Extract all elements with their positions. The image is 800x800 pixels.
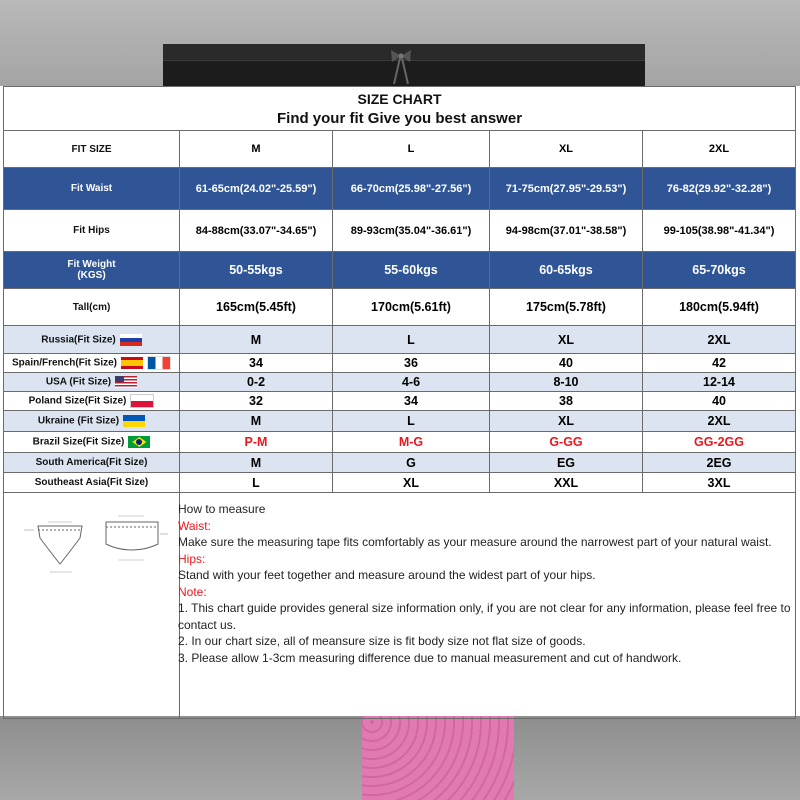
how-to-measure-section	[178, 501, 793, 666]
tall-l: 170cm(5.61ft)	[333, 289, 490, 326]
spain-french-label-text: Spain/French(Fit Size)	[11, 357, 117, 369]
south-america-m: M	[180, 453, 333, 473]
south-america-l: G	[333, 453, 490, 473]
briefs-diagram-left	[24, 522, 82, 572]
chart-title: SIZE CHART	[357, 90, 442, 107]
waist-instructions: Make sure the measuring tape fits comfortably as your measure around the narrowest part of your natural waist.	[178, 535, 772, 549]
spain-french-l: 36	[333, 354, 490, 373]
spain-french-row	[4, 354, 796, 373]
brazil-label	[4, 432, 180, 453]
size-chart-sheet	[0, 86, 800, 716]
usa-xl: 8-10	[490, 373, 643, 392]
south-america-2xl: 2EG	[643, 453, 796, 473]
brazil-l: M-G	[333, 432, 490, 453]
russia-2xl: 2XL	[643, 326, 796, 354]
poland-m: 32	[180, 392, 333, 411]
fit-weight-2xl: 65-70kgs	[643, 252, 796, 289]
size-header-xl: XL	[490, 131, 643, 168]
fit-hips-label: Fit Hips	[4, 210, 180, 252]
russia-l: L	[333, 326, 490, 354]
southeast-asia-row	[4, 473, 796, 493]
fit-waist-l: 66-70cm(25.98"-27.56")	[333, 168, 490, 210]
usa-row	[4, 373, 796, 392]
russia-label-text: Russia(Fit Size)	[41, 334, 116, 346]
ukraine-label	[4, 411, 180, 432]
russia-xl: XL	[490, 326, 643, 354]
spain-french-label	[4, 354, 180, 373]
how-to-measure-heading: How to measure	[178, 502, 266, 516]
note-item: 3. Please allow 1-3cm measuring difference due to manual measurement and cut of handwork.	[178, 650, 682, 665]
south-america-xl: EG	[490, 453, 643, 473]
tall-xl: 175cm(5.78ft)	[490, 289, 643, 326]
ukraine-m: M	[180, 411, 333, 432]
spain-flag-icon	[121, 357, 143, 369]
poland-label-text: Poland Size(Fit Size)	[28, 395, 127, 407]
size-header-m: M	[180, 131, 333, 168]
spain-french-m: 34	[180, 354, 333, 373]
bow-decoration	[388, 46, 414, 86]
brazil-2xl: GG-2GG	[643, 432, 796, 453]
south-america-label: South America(Fit Size)	[4, 453, 180, 473]
russia-m: M	[180, 326, 333, 354]
fit-hips-2xl: 99-105(38.98"-41.34")	[643, 210, 796, 252]
title-row	[4, 87, 796, 131]
usa-label	[4, 373, 180, 392]
southeast-asia-xl: XXL	[490, 473, 643, 493]
lace-pattern	[362, 712, 514, 800]
usa-l: 4-6	[333, 373, 490, 392]
southeast-asia-label: Southeast Asia(Fit Size)	[4, 473, 180, 493]
size-header-l: L	[333, 131, 490, 168]
poland-row	[4, 392, 796, 411]
brazil-xl: G-GG	[490, 432, 643, 453]
brazil-flag-icon	[128, 436, 150, 448]
ukraine-flag-icon	[123, 415, 145, 427]
brazil-label-text: Brazil Size(Fit Size)	[32, 436, 125, 448]
usa-label-text: USA (Fit Size)	[45, 376, 112, 388]
waist-heading: Waist:	[178, 518, 211, 533]
southeast-asia-l: XL	[333, 473, 490, 493]
spain-french-2xl: 42	[643, 354, 796, 373]
brazil-row	[4, 432, 796, 453]
tall-m: 165cm(5.45ft)	[180, 289, 333, 326]
ukraine-row	[4, 411, 796, 432]
brazil-m: P-M	[180, 432, 333, 453]
fit-weight-m: 50-55kgs	[180, 252, 333, 289]
tall-row	[4, 289, 796, 326]
fit-weight-xl: 60-65kgs	[490, 252, 643, 289]
ukraine-label-text: Ukraine (Fit Size)	[37, 415, 120, 427]
poland-xl: 38	[490, 392, 643, 411]
poland-label	[4, 392, 180, 411]
fit-size-label: FIT SIZE	[4, 131, 180, 168]
size-header-2xl: 2XL	[643, 131, 796, 168]
southeast-asia-m: L	[180, 473, 333, 493]
note-heading: Note:	[178, 584, 207, 599]
note-item: 2. In our chart size, all of meansure size is fit body size not flat size of goods.	[178, 634, 586, 648]
fit-hips-m: 84-88cm(33.07"-34.65")	[180, 210, 333, 252]
usa-m: 0-2	[180, 373, 333, 392]
southeast-asia-2xl: 3XL	[643, 473, 796, 493]
fit-weight-row	[4, 252, 796, 289]
usa-2xl: 12-14	[643, 373, 796, 392]
fit-weight-l: 55-60kgs	[333, 252, 490, 289]
tall-2xl: 180cm(5.94ft)	[643, 289, 796, 326]
fit-weight-label	[4, 252, 180, 289]
fit-waist-label: Fit Waist	[4, 168, 180, 210]
russia-label	[4, 326, 180, 354]
ukraine-xl: XL	[490, 411, 643, 432]
south-america-row	[4, 453, 796, 473]
measurement-diagram	[10, 504, 170, 584]
poland-flag-icon	[130, 394, 154, 408]
note-item: 1. This chart guide provides general size information only, if you are not clear for any information, please feel free to contact us.	[178, 601, 791, 632]
fit-waist-row	[4, 168, 796, 210]
fit-hips-l: 89-93cm(35.04"-36.61")	[333, 210, 490, 252]
hips-heading: Hips:	[178, 551, 206, 566]
ukraine-2xl: 2XL	[643, 411, 796, 432]
russia-row	[4, 326, 796, 354]
fit-waist-xl: 71-75cm(27.95"-29.53")	[490, 168, 643, 210]
hips-instructions: Stand with your feet together and measure around the widest part of your hips.	[178, 568, 596, 582]
fit-weight-label-line1: Fit Weight	[67, 259, 116, 270]
fit-weight-label-line2: (KGS)	[77, 270, 106, 281]
chart-subtitle: Find your fit Give you best answer	[276, 109, 523, 127]
tall-label: Tall(cm)	[4, 289, 180, 326]
poland-l: 34	[333, 392, 490, 411]
fit-hips-xl: 94-98cm(37.01"-38.58")	[490, 210, 643, 252]
ukraine-l: L	[333, 411, 490, 432]
poland-2xl: 40	[643, 392, 796, 411]
usa-flag-icon	[115, 376, 137, 388]
fit-waist-m: 61-65cm(24.02"-25.59")	[180, 168, 333, 210]
fit-hips-row	[4, 210, 796, 252]
fit-waist-2xl: 76-82(29.92"-32.28")	[643, 168, 796, 210]
france-flag-icon	[147, 356, 171, 370]
fit-size-header-row	[4, 131, 796, 168]
russia-flag-icon	[120, 334, 142, 346]
boyshort-diagram-right	[106, 516, 168, 560]
spain-french-xl: 40	[490, 354, 643, 373]
